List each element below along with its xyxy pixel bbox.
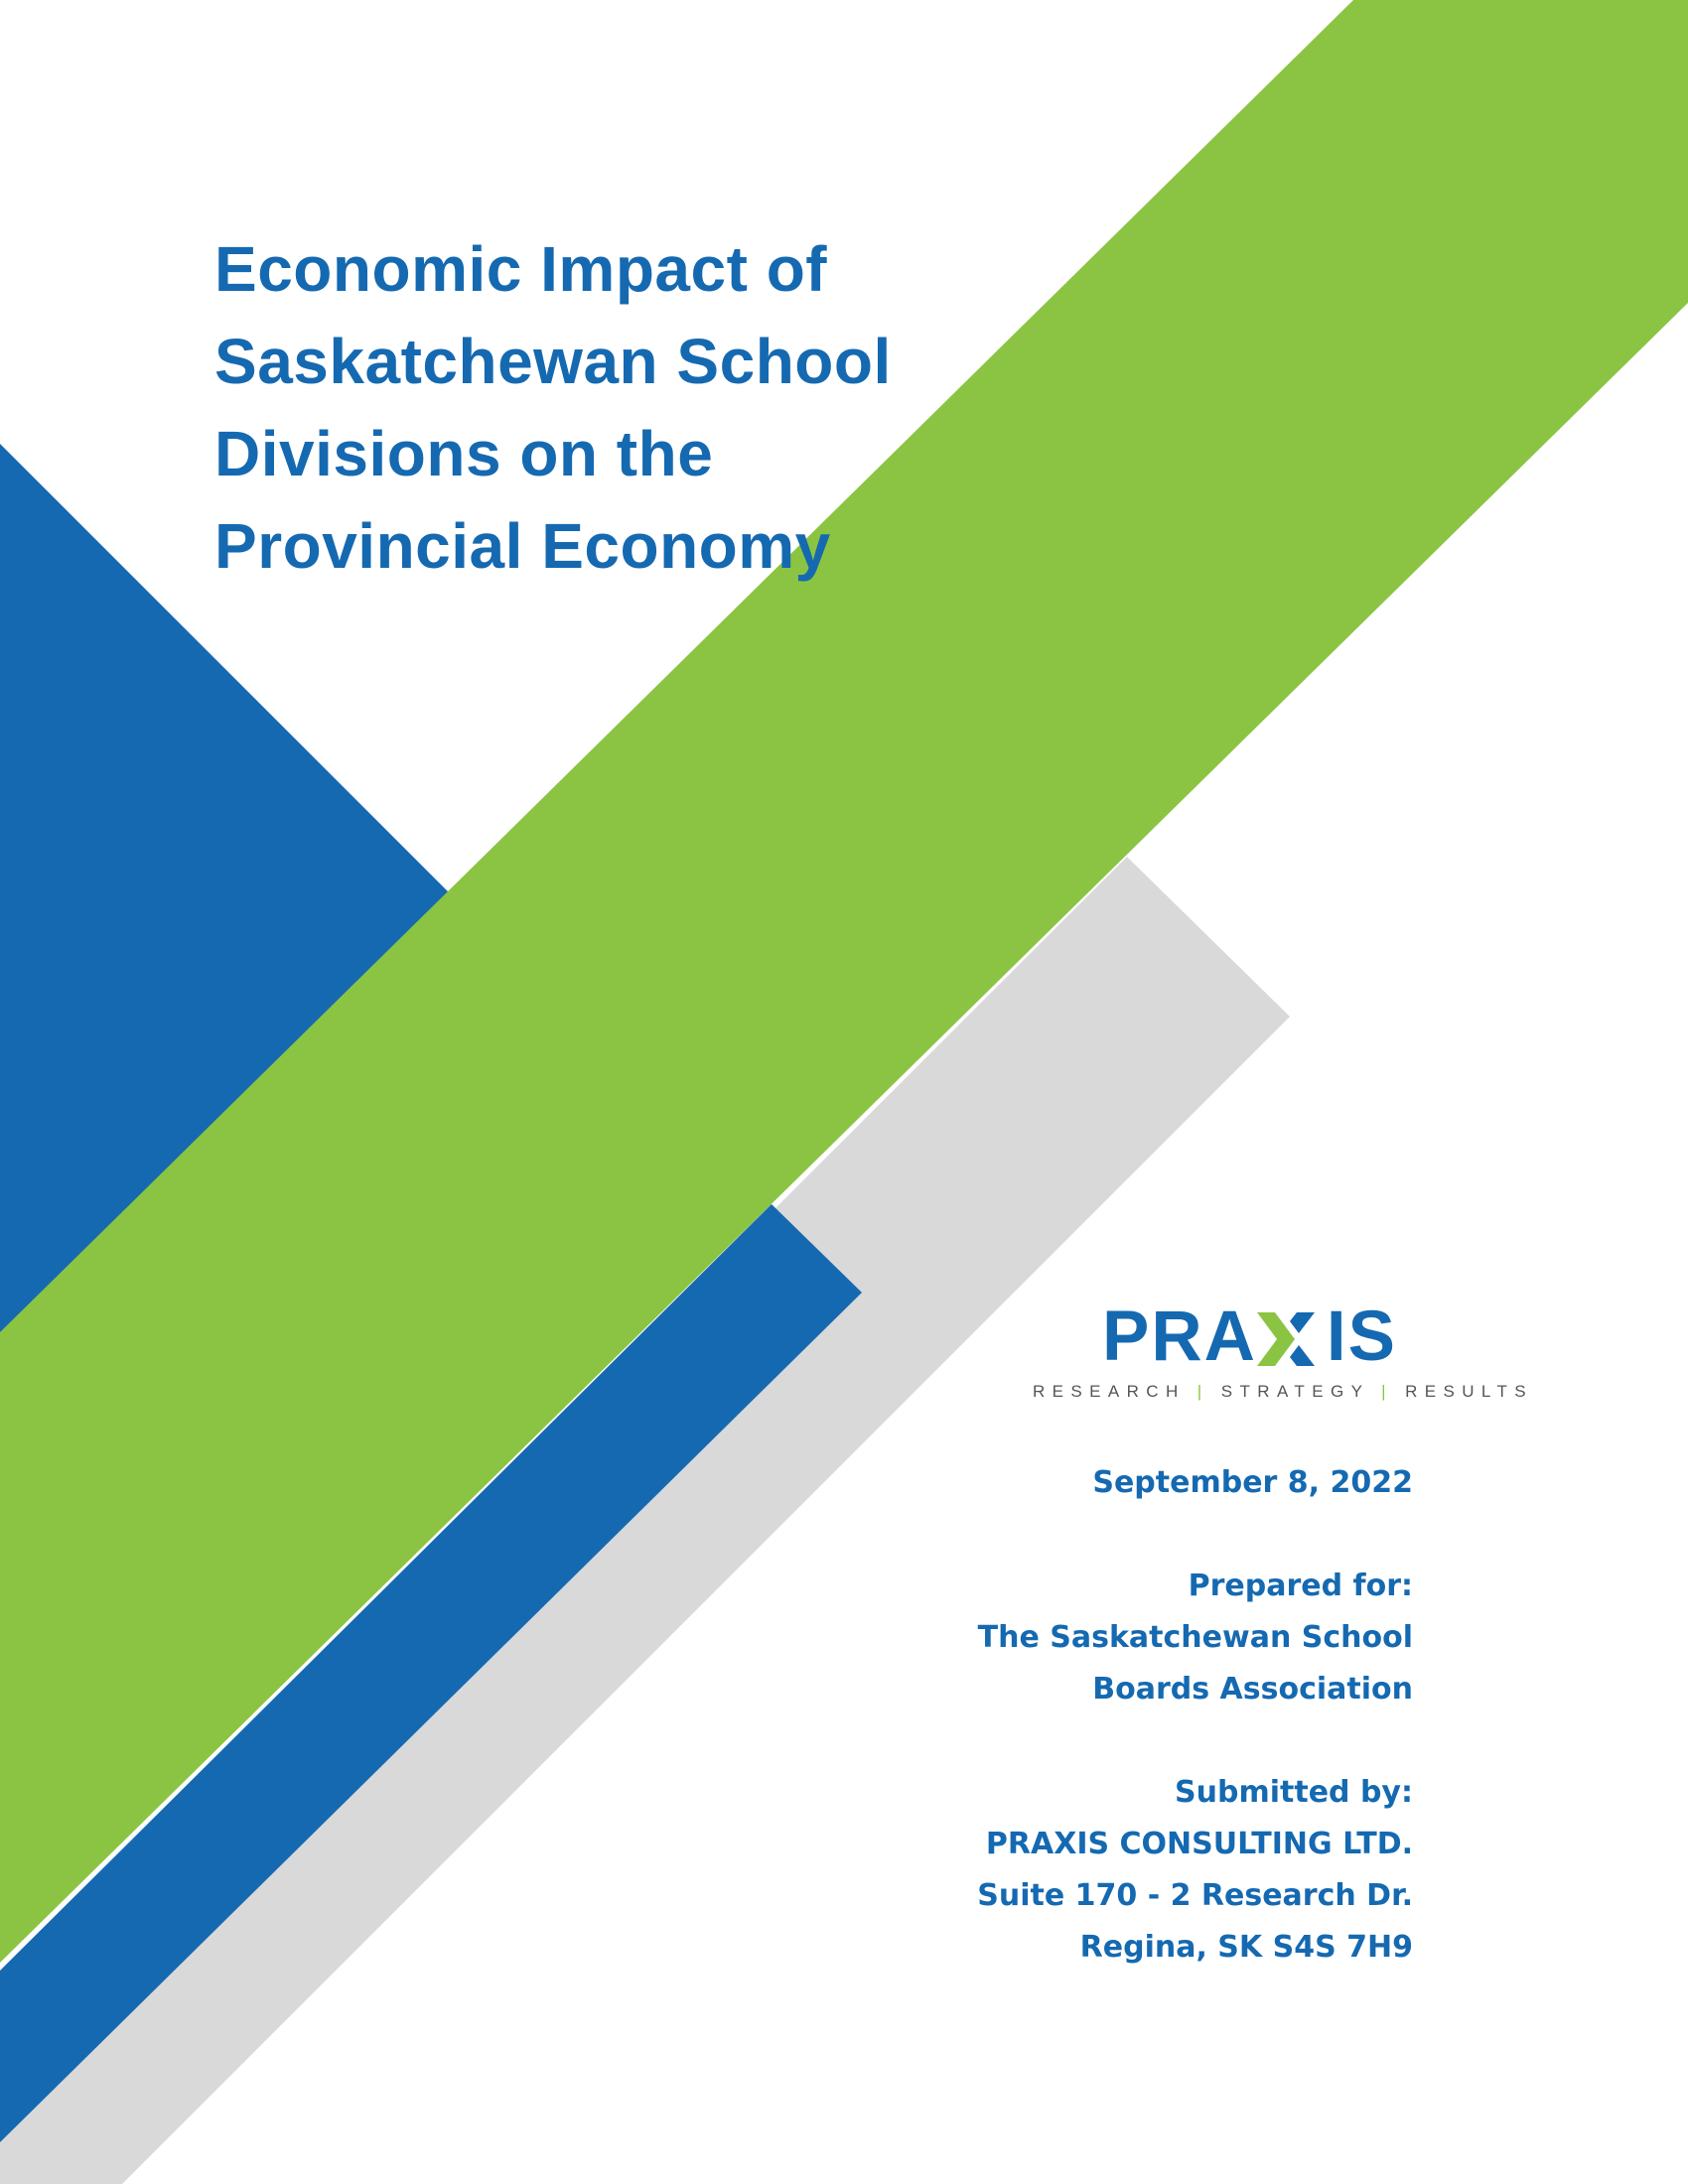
spacer (977, 1509, 1413, 1561)
submitted-by-line-1: PRAXIS CONSULTING LTD. (985, 1827, 1413, 1861)
submitted-by-line-3: Regina, SK S4S 7H9 (1079, 1930, 1413, 1965)
prepared-for-label: Prepared for: (1188, 1569, 1413, 1603)
logo-word-left: PRA (1102, 1297, 1257, 1376)
prepared-for-line-2: Boards Association (1092, 1672, 1413, 1706)
tagline-strategy: STRATEGY (1220, 1382, 1370, 1401)
prepared-for-line-1: The Saskatchewan School (977, 1620, 1413, 1655)
tagline-separator: | (1381, 1382, 1393, 1401)
tagline-separator: | (1196, 1382, 1209, 1401)
logo-wordmark (1102, 1297, 1397, 1376)
title-line-1: Economic Impact of (214, 233, 828, 305)
submitted-by-line-2: Suite 170 - 2 Research Dr. (977, 1878, 1413, 1913)
submitted-by-label: Submitted by: (1175, 1775, 1413, 1810)
tagline-research: RESEARCH (1033, 1382, 1186, 1401)
x-chevron-logo-icon (1257, 1312, 1323, 1366)
logo-tagline (1033, 1382, 1534, 1402)
spacer (977, 1715, 1413, 1767)
tagline-results: RESULTS (1405, 1382, 1534, 1401)
report-title (214, 223, 1108, 593)
praxis-logo (1033, 1297, 1534, 1410)
logo-word-right: IS (1326, 1297, 1397, 1376)
report-date: September 8, 2022 (1092, 1465, 1413, 1500)
title-line-3: Divisions on the (214, 418, 714, 489)
title-line-4: Provincial Economy (214, 510, 831, 582)
report-details (977, 1457, 1413, 1974)
title-line-2: Saskatchewan School (214, 326, 892, 397)
